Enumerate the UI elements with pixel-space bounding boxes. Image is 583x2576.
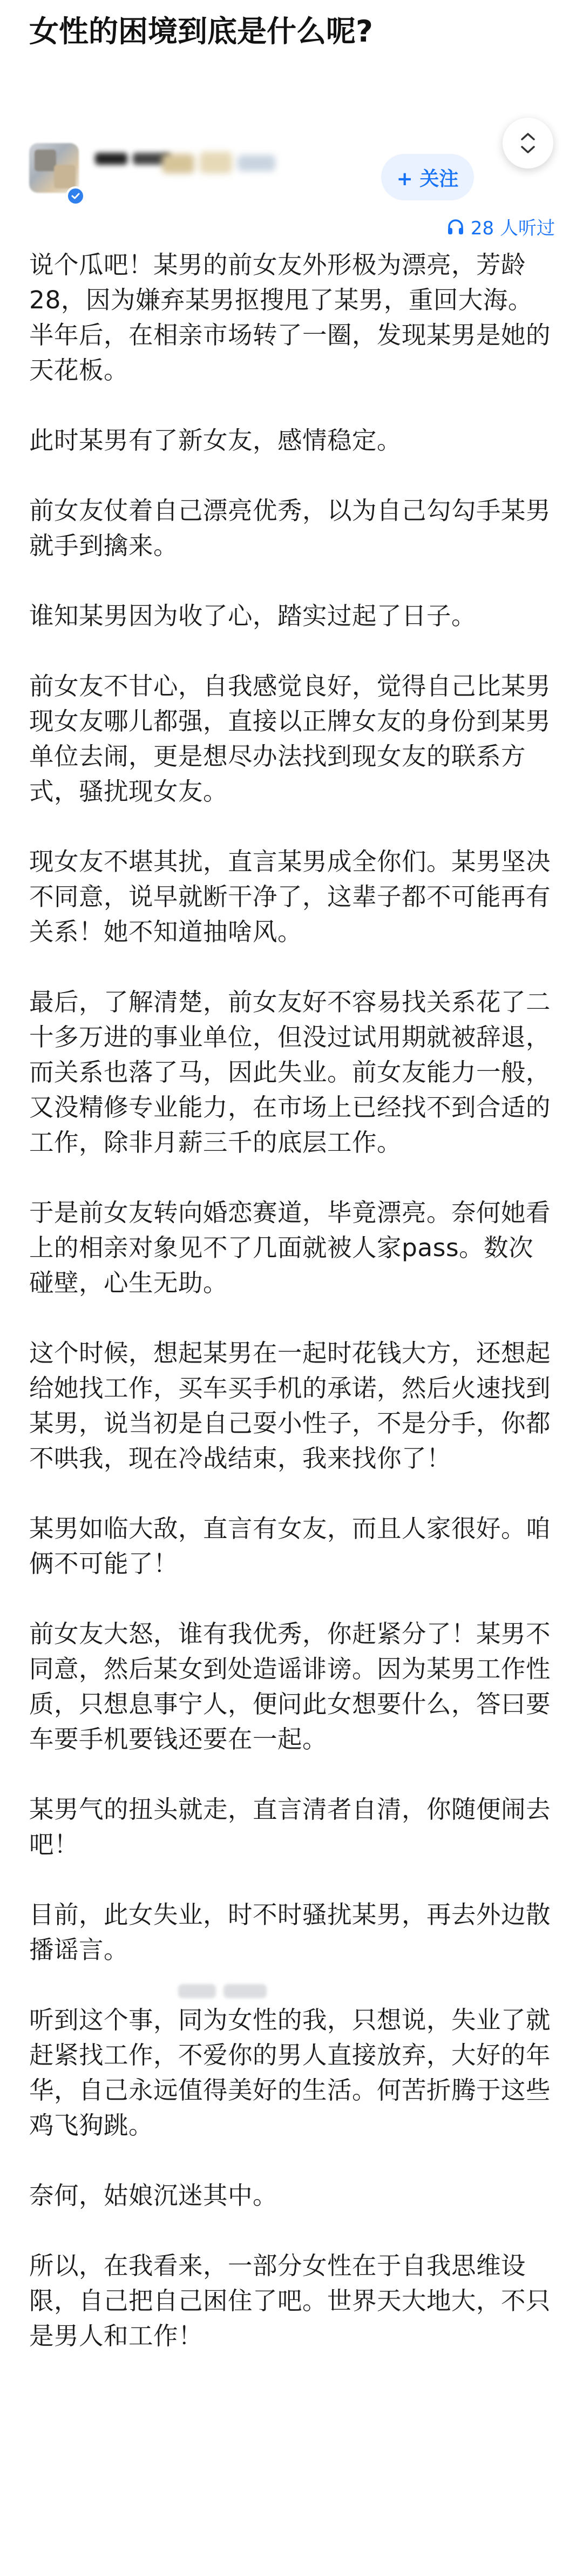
follow-label: + 关注 [396,167,459,190]
author-avatar[interactable] [29,143,79,193]
answer-paragraph: 听到这个事，同为女性的我，只想说，失业了就赶紧找工作，不爱你的男人直接放弃，大好的年华，自己永远值得美好的生活。何苦折腾于这些鸡飞狗跳。 [29,2006,551,2140]
answer-paragraph: 说个瓜吧！某男的前女友外形极为漂亮，芳龄28，因为嫌弃某男抠搜甩了某男，重回大海。半年后，在相亲市场转了一圈，发现某男是她的天花板。 [29,251,551,385]
answer-paragraph: 前女友大怒，谁有我优秀，你赶紧分了！某男不同意，然后某女到处造谣诽谤。因为某男工作性质，只想息事宁人，便问此女想要什么，答曰要车要手机要钱还要在一起。 [29,1620,551,1754]
listen-count-row[interactable] [446,213,555,240]
answer-paragraph: 现女友不堪其扰，直言某男成全你们。某男坚决不同意，说早就断干净了，这辈子都不可能再有关系！她不知道抽啥风。 [29,847,551,946]
listen-count: 28 人听过 [470,218,555,239]
answer-paragraph: 这个时候，想起某男在一起时花钱大方，还想起给她找工作，买车买手机的承诺，然后火速找到某男，说当初是自己耍小性子，不是分手，你都不哄我，现在冷战结束，我来找你了！ [29,1339,551,1473]
author-badges-redacted [162,146,286,179]
author-row [0,132,583,239]
answer-paragraph: 最后，了解清楚，前女友好不容易找关系花了二十多万进的事业单位，但没过试用期就被辞退，而关系也落了马，因此失业。前女友能力一般，又没精修专业能力，在市场上已经找不到合适的工作，除非月薪三千的底层工作。 [29,988,551,1157]
verified-check-icon [66,186,85,206]
answer-paragraph: 谁知某男因为收了心，踏实过起了日子。 [29,602,477,630]
answer-paragraph: 前女友仗着自己漂亮优秀，以为自己勾勾手某男就手到擒来。 [29,496,551,560]
answer-paragraph: 奈何，姑娘沉迷其中。 [29,2181,278,2210]
answer-paragraph: 前女友不甘心，自我感觉良好，觉得自己比某男现女友哪儿都强，直接以正牌女友的身份到某男单位去闹，更是想尽办法找到现女友的联系方式，骚扰现女友。 [29,672,551,806]
question-title[interactable]: 女性的困境到底是什么呢? [29,14,373,49]
follow-button[interactable] [381,154,474,200]
watermark-redacted [178,1977,275,2007]
collapse-button[interactable] [503,118,553,168]
answer-paragraph: 此时某男有了新女友，感情稳定。 [29,426,402,455]
answer-paragraph: 某男气的扭头就走，直言清者自清，你随便闹去吧！ [29,1795,551,1859]
answer-content [29,247,554,2354]
answer-paragraph: 目前，此女失业，时不时骚扰某男，再去外边散播谣言。 [29,1900,551,1964]
headphones-icon [446,217,465,237]
answer-paragraph: 某男如临大敌，直言有女友，而且人家很好。咱俩不可能了！ [29,1514,551,1578]
double-chevron-up-down-icon [519,131,537,156]
answer-paragraph: 所以，在我看来，一部分女性在于自我思维设限，自己把自己困住了吧。世界天大地大，不只是男人和工作！ [29,2251,551,2350]
answer-paragraph: 于是前女友转向婚恋赛道，毕竟漂亮。奈何她看上的相亲对象见不了几面就被人家pass。数次碰壁，心生无助。 [29,1198,551,1297]
